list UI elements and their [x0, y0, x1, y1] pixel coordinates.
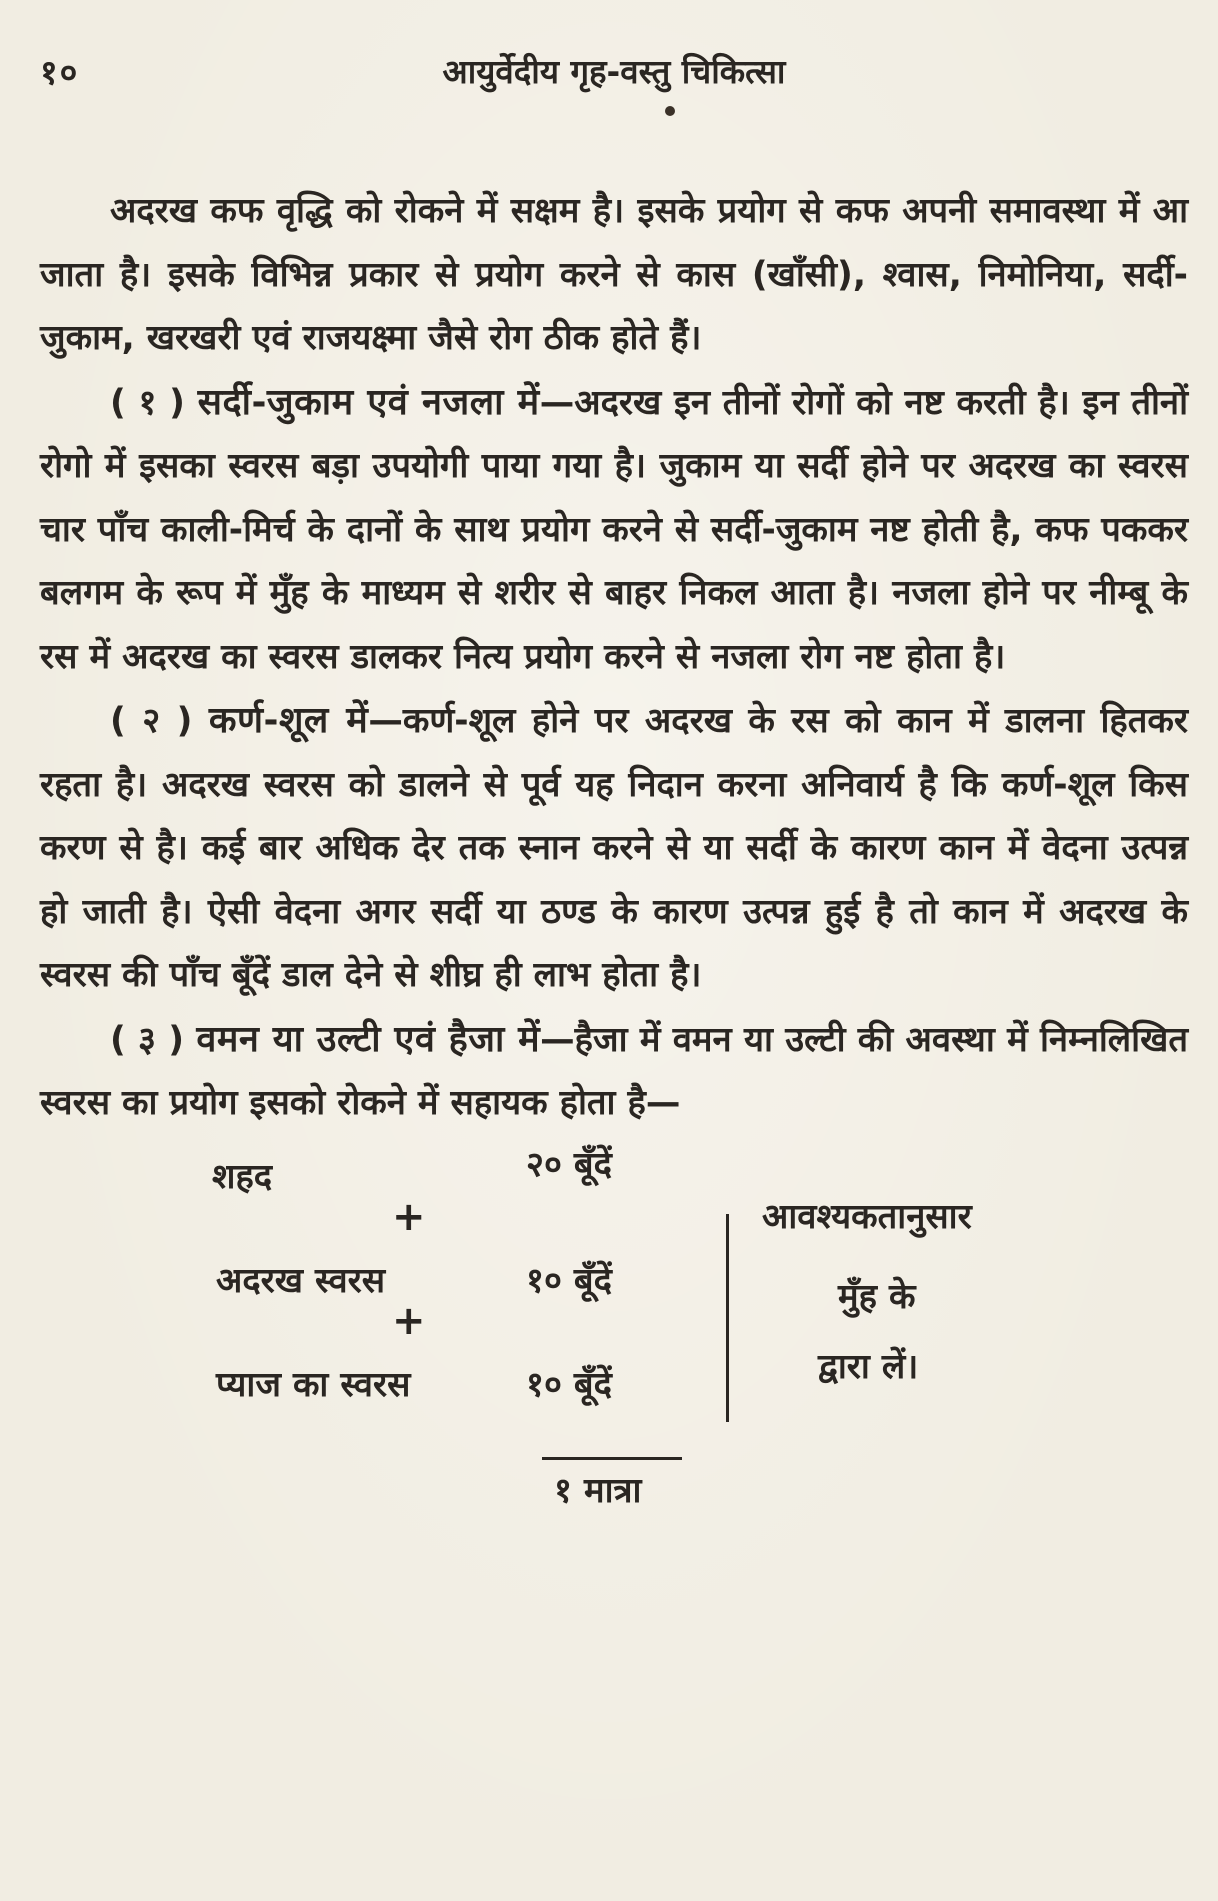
dosage-note-line2: मुँह के [838, 1276, 916, 1317]
recipe-item-name: प्याज का स्वरस [216, 1364, 411, 1405]
intro-paragraph: अदरख कफ वृद्धि को रोकने में सक्षम है। इसके प्रयोग से कफ अपनी समावस्था में आ जाता है। इसके विभिन्न प्रकार से प्रयोग करने से कास (खाँसी), श्वास, निमोनिया, सर्दी-जुकाम, खरखरी एवं राजयक्ष्मा जैसे रोग ठीक होते हैं। [40, 191, 1188, 358]
section-3-paragraph [40, 1008, 1188, 1136]
plus-sign: + [392, 1297, 426, 1344]
section-2-number: ( २ ) [110, 701, 193, 741]
section-2-text: —कर्ण-शूल होने पर अदरख के रस को कान में डालना हितकर रहता है। अदरख स्वरस को डालने से पूर्व यह निदान करना अनिवार्य है कि कर्ण-शूल किस करण से है। कई बार अधिक देर तक स्नान करने से या सर्दी के कारण कान में वेदना उत्पन्न हो जाती है। ऐसी वेदना अगर सर्दी या ठण्ड के कारण उत्पन्न हुई है तो कान में अदरख के स्वरस की पाँच बूँदें डाल देने से शीघ्र ही लाभ होता है। [40, 701, 1188, 995]
recipe-item-name: अदरख स्वरस [216, 1260, 386, 1301]
recipe-item-qty: १० बूँदें [526, 1364, 612, 1405]
total-rule [542, 1457, 682, 1460]
recipe-item-qty: १० बूँदें [526, 1260, 612, 1301]
recipe-item-name: शहद [212, 1156, 273, 1197]
page-header [40, 40, 1188, 110]
recipe-table [40, 1136, 1188, 1556]
section-1-heading: सर्दी-जुकाम एवं नजला में [197, 381, 540, 423]
page-number: १० [40, 53, 80, 93]
section-2-heading: कर्ण-शूल में [208, 700, 369, 741]
section-1-text: —अदरख इन तीनों रोगों को नष्ट करती है। इन तीनों रोगो में इसका स्वरस बड़ा उपयोगी पाया गया है। जुकाम या सर्दी होने पर अदरख का स्वरस चार पाँच काली-मिर्च के दानों के साथ प्रयोग करने से सर्दी-जुकाम नष्ट होती है, कफ पककर बलगम के रूप में मुँह के माध्यम से शरीर से बाहर निकल आता है। नजला होने पर नीम्बू के रस में अदरख का स्वरस डालकर नित्य प्रयोग करने से नजला रोग नष्ट होता है। [40, 382, 1189, 677]
section-1-paragraph [40, 371, 1188, 690]
section-3-text: —हैजा में वमन या उल्टी की अवस्था में निम्नलिखित स्वरस का प्रयोग इसको रोकने में सहायक होता है— [40, 1019, 1188, 1123]
plus-sign: + [392, 1193, 426, 1240]
body-text [40, 180, 1188, 1136]
brace [726, 1214, 737, 1422]
recipe-item-qty: २० बूँदें [526, 1144, 612, 1185]
section-2-paragraph [40, 689, 1188, 1008]
dosage-note-line1: आवश्यकतानुसार [762, 1196, 972, 1237]
section-1-number: ( १ ) [110, 382, 185, 423]
dosage-note-line3: द्वारा लें। [818, 1346, 919, 1387]
section-3-number: ( ३ ) [110, 1019, 185, 1060]
running-title: आयुर्वेदीय गृह-वस्तु चिकित्सा [442, 52, 786, 91]
ink-spot [665, 106, 675, 116]
recipe-total: १ मात्रा [554, 1470, 642, 1511]
section-3-heading: वमन या उल्टी एवं हैजा में [196, 1018, 541, 1060]
